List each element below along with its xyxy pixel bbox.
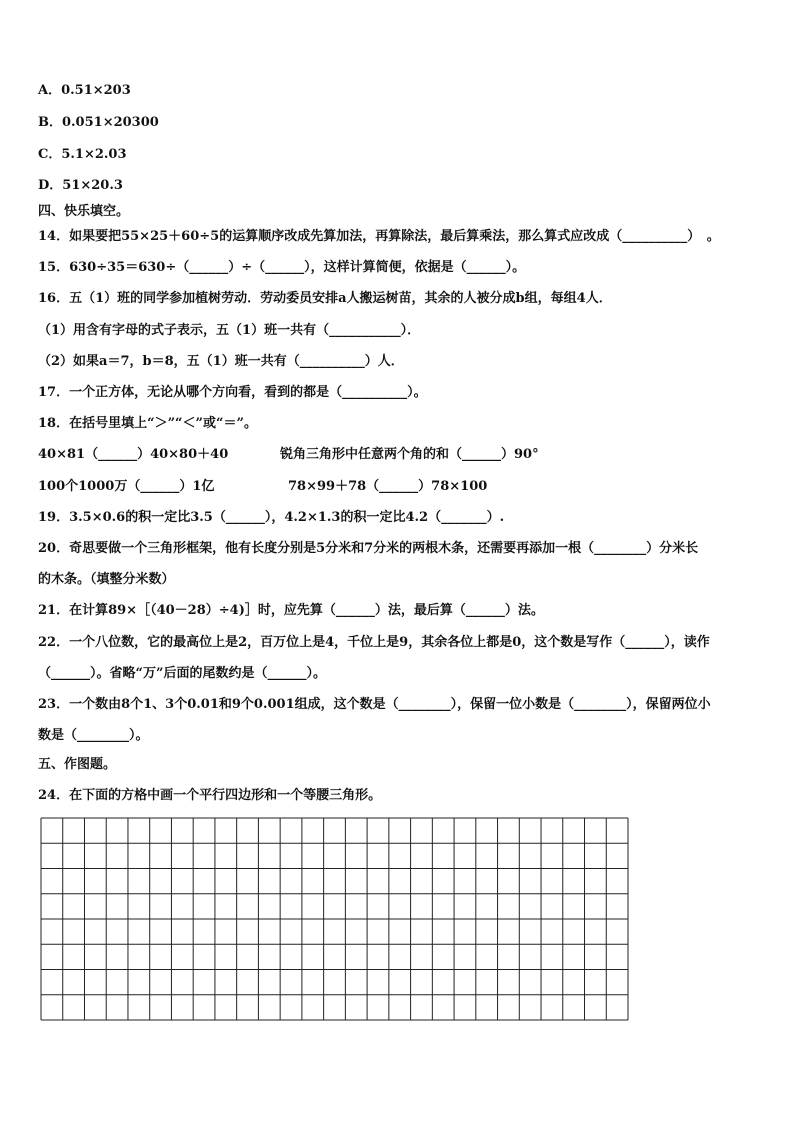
question-18: 18．在括号里填上“＞”“＜”或“＝”。 [38, 416, 257, 431]
section-4-title: 四、快乐填空。 [38, 204, 130, 219]
question-16-part-2: （2）如果a＝7，b＝8，五（1）班一共有（__________）人． [38, 354, 404, 369]
section-5-title: 五、作图题。 [38, 757, 117, 772]
question-19: 19．3.5×0.6的积一定比3.5（______），4.2×1.3的积一定比4.2（_______）. [38, 510, 505, 525]
question-22-line-2: （______）。省略“万”后面的尾数约是（______）。 [38, 666, 326, 681]
question-16: 16．五（1）班的同学参加植树劳动．劳动委员安排a人搬运树苗，其余的人被分成b组，每组4人． [38, 291, 612, 306]
option-c: C．5.1×2.03 [38, 147, 127, 162]
question-24: 24．在下面的方格中画一个平行四边形和一个等腰三角形。 [38, 788, 382, 803]
question-18-item-c: 100个1000万（______）1亿 [38, 479, 215, 494]
question-23-line-2: 数是（________）。 [38, 728, 149, 743]
question-20-line-2: 的木条。（填整分米数） [38, 572, 175, 587]
question-23-line-1: 23．一个数由8个1、3个0.01和9个0.001组成，这个数是（________），保留一位小数是（________），保留两位小 [38, 697, 711, 712]
question-21: 21．在计算89×［（40－28）÷4)］时，应先算（______）法，最后算（______）法。 [38, 603, 544, 618]
question-20-line-1: 20．奇思要做一个三角形框架，他有长度分别是5分米和7分米的两根木条，还需要再添加一根（________）分米长 [38, 541, 699, 556]
option-b: B．0.051×20300 [38, 115, 159, 130]
question-16-part-1: （1）用含有字母的式子表示，五（1）班一共有（___________）． [38, 323, 421, 338]
question-14: 14．如果要把55×25＋60÷5的运算顺序改成先算加法，再算除法，最后算乘法，那么算式应改成（__________） 。 [38, 229, 720, 244]
drawing-grid[interactable] [40, 817, 630, 1021]
option-d: D．51×20.3 [38, 178, 123, 193]
question-17: 17．一个正方体，无论从哪个方向看，看到的都是（__________）。 [38, 385, 427, 400]
question-22-line-1: 22．一个八位数，它的最高位上是2，百万位上是4，千位上是9，其余各位上都是0，这个数是写作（______），读作 [38, 635, 710, 650]
question-18-item-a: 40×81（______）40×80＋40 [38, 447, 229, 462]
option-a: A．0.51×203 [38, 83, 131, 98]
question-15: 15．630÷35＝630÷（______）÷（______），这样计算简便，依据是（______）。 [38, 260, 526, 275]
question-18-item-b: 锐角三角形中任意两个角的和（______）90° [280, 447, 539, 462]
question-18-item-d: 78×99＋78（______）78×100 [288, 479, 488, 494]
